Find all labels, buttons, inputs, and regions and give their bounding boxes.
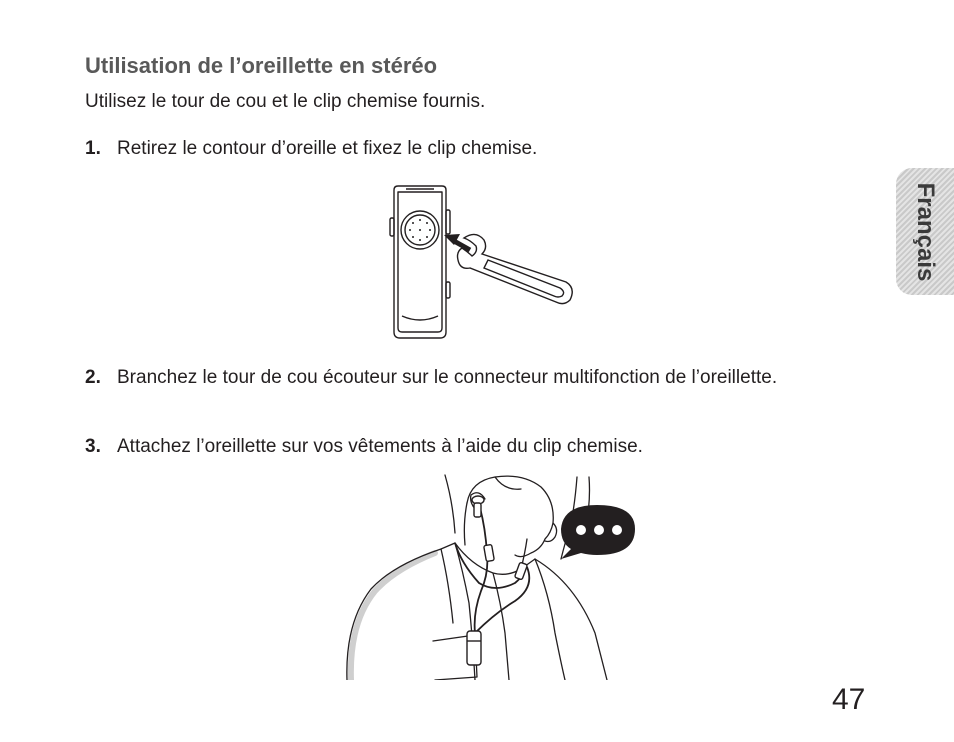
- step-3: [85, 433, 785, 461]
- language-tab-label: Français: [912, 182, 939, 281]
- speaker-holes: [409, 219, 431, 241]
- step-number: 2.: [85, 367, 101, 388]
- page-number: 47: [832, 683, 866, 716]
- language-tab: [896, 168, 954, 295]
- headset-body: [394, 186, 446, 338]
- headset-clip-illustration: [380, 182, 580, 342]
- shirt-clip: [458, 234, 573, 303]
- step-number: 1.: [85, 138, 101, 159]
- step-1: [85, 135, 785, 163]
- step-number: 3.: [85, 436, 101, 457]
- speech-bubble-icon: [561, 505, 635, 559]
- step-text: Attachez l’oreillette sur vos vêtements à l’aide du clip chemise.: [117, 436, 643, 457]
- intro-text: Utilisez le tour de cou et le clip chemise fournis.: [85, 91, 486, 112]
- step-2: [85, 364, 785, 392]
- step-text: Retirez le contour d’oreille et fixez le clip chemise.: [117, 138, 538, 159]
- person-wearing-headset-illustration: [345, 473, 640, 680]
- section-heading: Utilisation de l’oreillette en stéréo: [85, 53, 438, 78]
- clipped-headset-icon: [467, 631, 481, 665]
- step-text: Branchez le tour de cou écouteur sur le connecteur multifonction de l’oreillette.: [117, 367, 778, 388]
- shirt-placket: [493, 573, 509, 680]
